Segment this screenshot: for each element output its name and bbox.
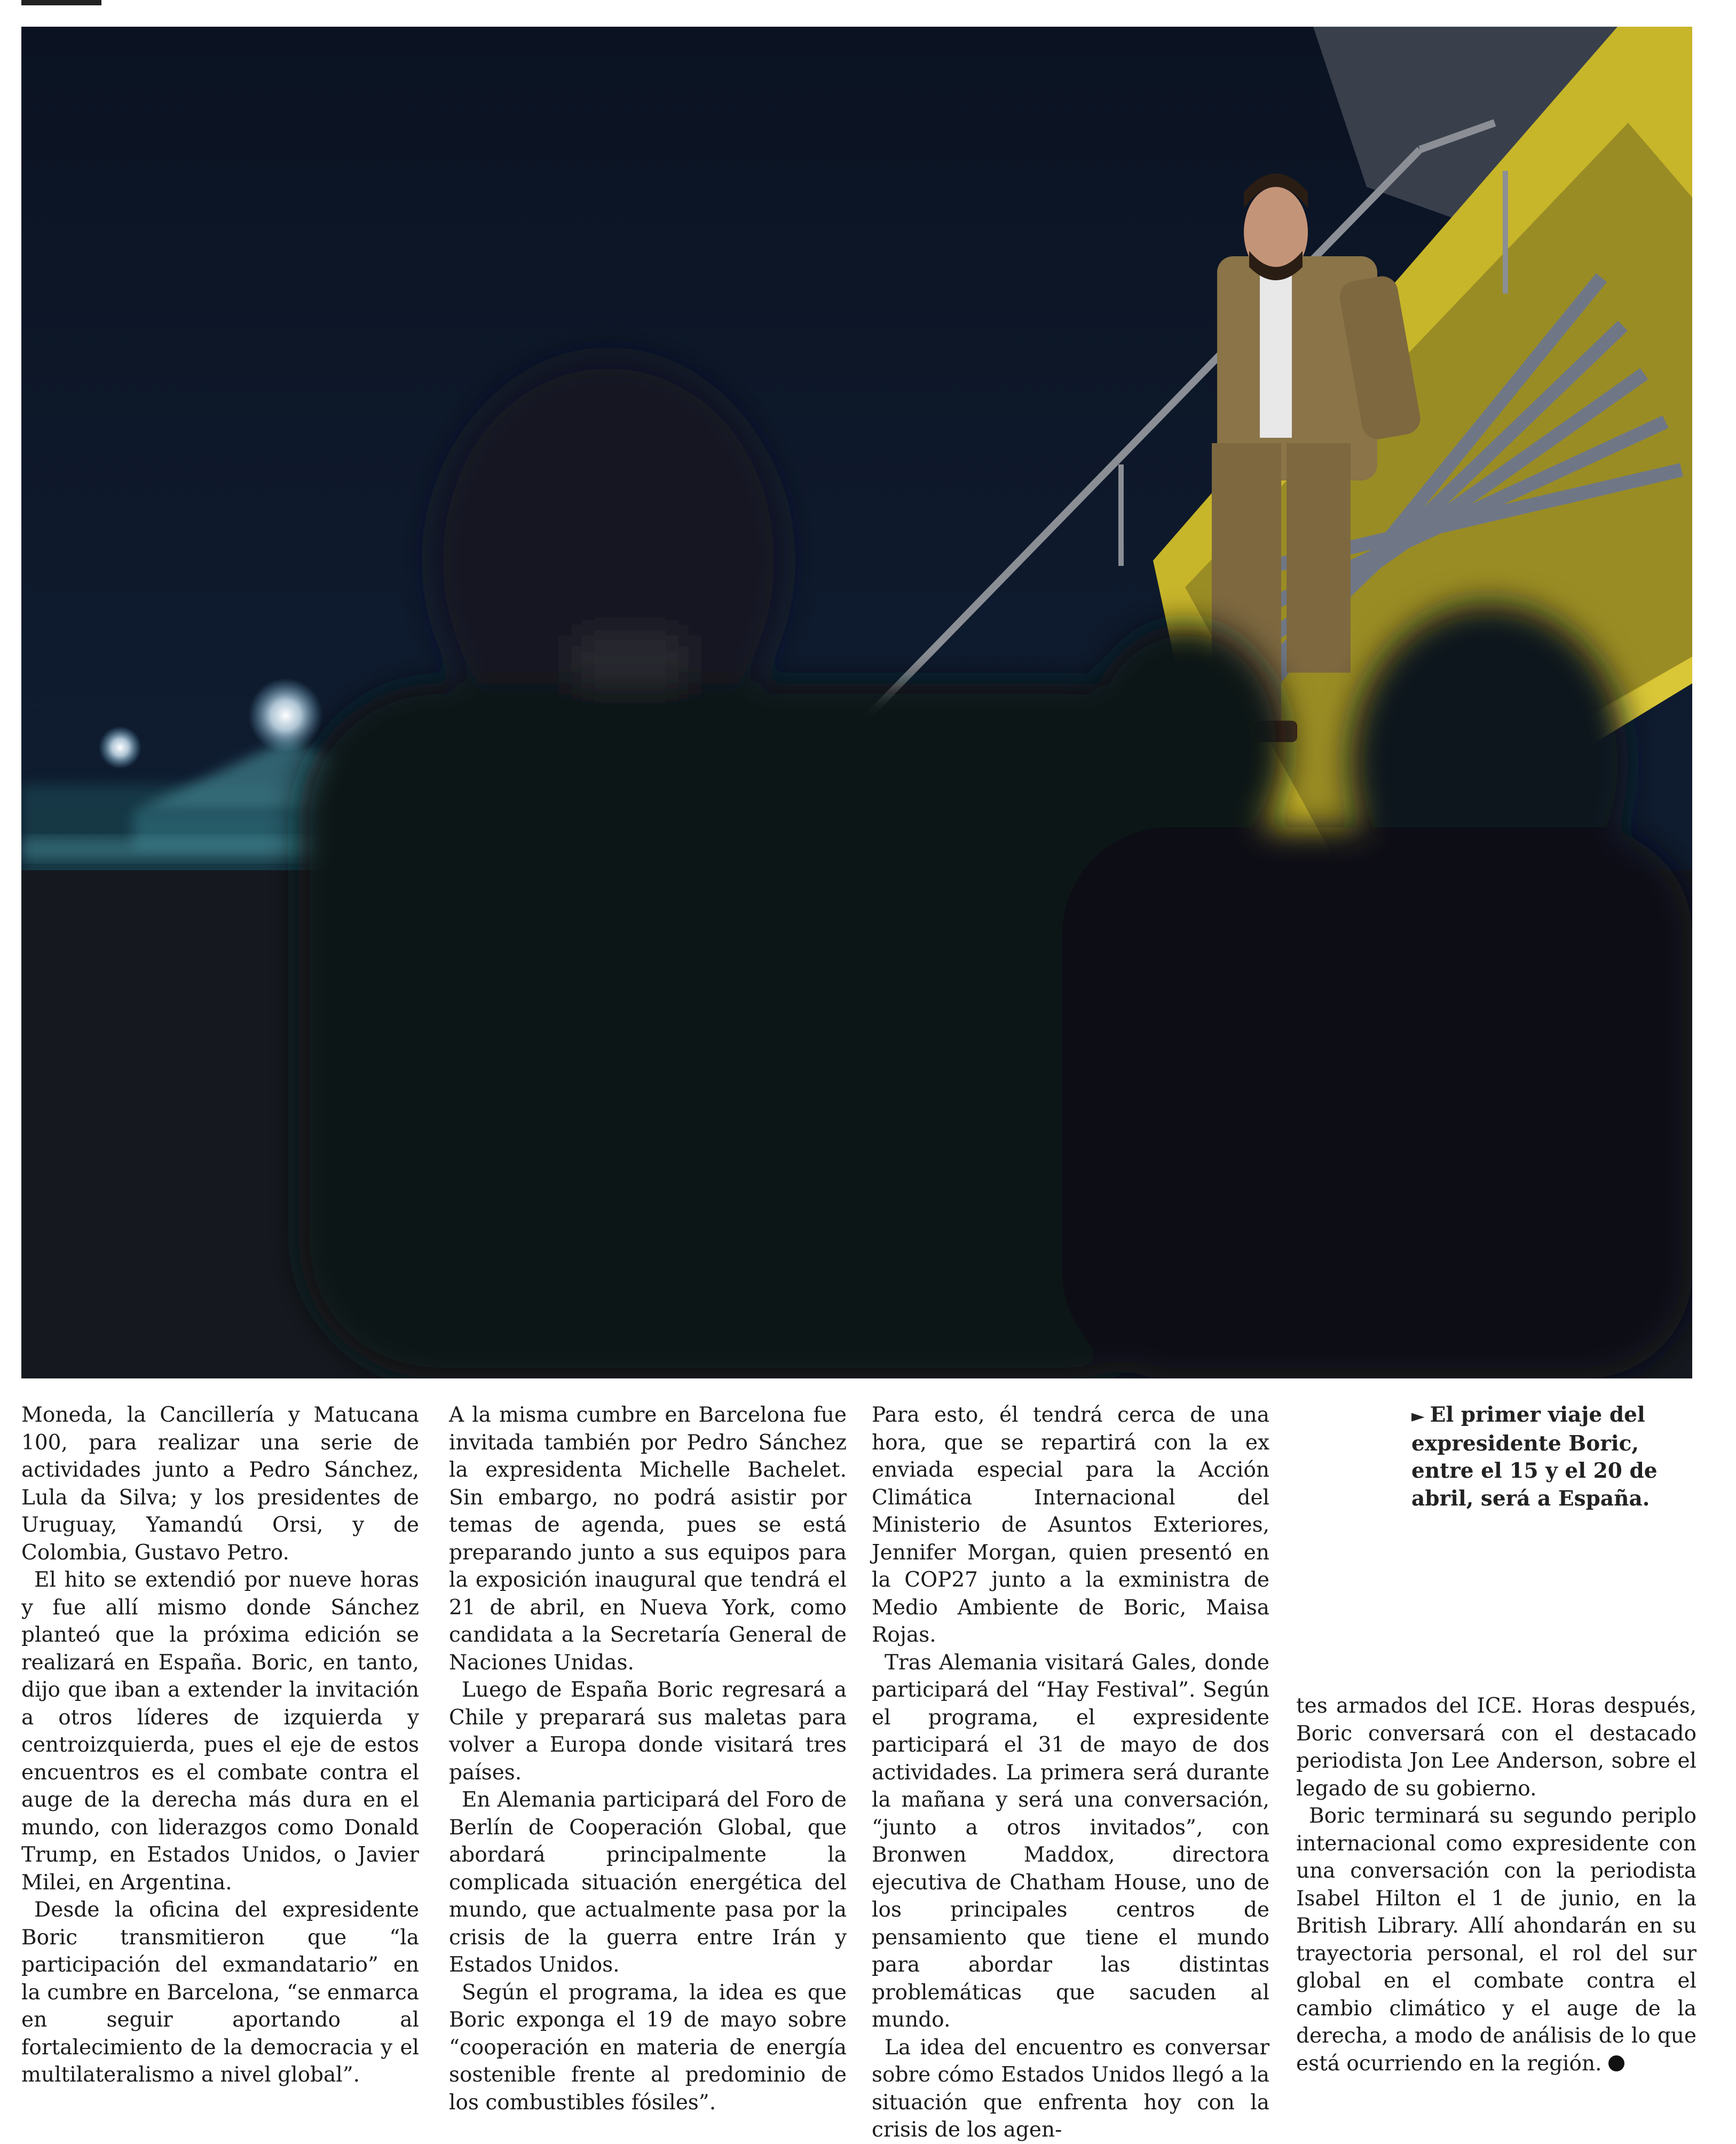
- paragraph: [1296, 1802, 1696, 2077]
- paragraph: Luego de España Boric regresará a Chile y preparará sus maletas para volver a Europa donde visitará tres países.: [449, 1678, 847, 1785]
- paragraph: Para esto, él tendrá cerca de una hora, que se repartirá con la ex enviada especial para la Acción Climática Internacional del Ministerio de Asuntos Exteriores, Jennifer Morgan, quien presentó en la COP27 junto a la exministra de Medio Ambiente de Boric, Maisa Rojas.: [872, 1403, 1269, 1647]
- section-header-fragment: [21, 0, 101, 5]
- article-column-1: [21, 1401, 419, 2089]
- paragraph: En Alemania participará del Foro de Berlín de Cooperación Global, que abordará principalmente la complicada situación energética del mundo, que actualmente pasa por la crisis de la guerra entre Irán y Estados Unidos.: [449, 1788, 847, 1977]
- paragraph: Según el programa, la idea es que Boric exponga el 19 de mayo sobre “cooperación en materia de energía sostenible frente al predominio de los combustibles fósiles”.: [449, 1980, 847, 2115]
- article-column-4: [1296, 1692, 1696, 2077]
- paragraph-text: Boric terminará su segundo periplo internacional como expresidente con una conversación con la periodista Isabel Hilton el 1 de junio, en la British Library. Allí ahondarán en su trayectoria personal, el rol del sur global en el combate contra el cambio climático y el auge de la derecha, a modo de análisis de lo que está ocurriendo en la región.: [1296, 1804, 1696, 2076]
- paragraph: tes armados del ICE. Horas después, Boric conversará con el destacado periodista Jon Lee Anderson, sobre el legado de su gobierno.: [1296, 1694, 1696, 1801]
- paragraph: A la misma cumbre en Barcelona fue invitada también por Pedro Sánchez la expresidenta Michelle Bachelet. Sin embargo, no podrá asistir por temas de agenda, pues se está preparando junto a sus equipos para la exposición inaugural que tendrá el 21 de abril, en Nueva York, como candidata a la Secretaría General de Naciones Unidas.: [449, 1403, 847, 1675]
- end-mark-icon: [1608, 2055, 1624, 2071]
- news-photo: [21, 27, 1692, 1378]
- paragraph: La idea del encuentro es conversar sobre cómo Estados Unidos llegó a la situación que enfrenta hoy con la crisis de los agen-: [872, 2035, 1269, 2142]
- article-column-3: [872, 1401, 1269, 2144]
- photo-caption: [1411, 1401, 1694, 1512]
- caption-arrow-icon: ►: [1411, 1406, 1425, 1426]
- photo-illustration: [21, 27, 1692, 1378]
- paragraph: Desde la oficina del expresidente Boric transmitieron que “la participación del exmandatario” en la cumbre en Barcelona, “se enmarca en seguir aportando al fortalecimiento de la democracia y el multilateralismo a nivel global”.: [21, 1898, 419, 2087]
- paragraph: Moneda, la Cancillería y Matucana 100, para realizar una serie de actividades junto a Pedro Sánchez, Lula da Silva; y los presidentes de Uruguay, Yamandú Orsi, y de Colombia, Gustavo Petro.: [21, 1403, 419, 1565]
- paragraph: Tras Alemania visitará Gales, donde participará del “Hay Festival”. Según el programa, el expresidente participará el 31 de mayo de dos actividades. La primera será durante la mañana y será una conversación, “junto a otros invitados”, con Bronwen Maddox, directora ejecutiva de Chatham House, uno de los principales centros de pensamiento que tiene el mundo para abordar las distintas problemáticas que sacuden al mundo.: [872, 1650, 1269, 2032]
- paragraph: El hito se extendió por nueve horas y fue allí mismo donde Sánchez planteó que la próxima edición se realizará en España. Boric, en tanto, dijo que iban a extender la invitación a otros líderes de izquierda y centroizquierda, pues el eje de estos encuentros es el combate contra el auge de la derecha más dura en el mundo, con liderazgos como Donald Trump, en Estados Unidos, o Javier Milei, en Argentina.: [21, 1568, 419, 1895]
- article-column-2: [449, 1401, 847, 2116]
- caption-text: El primer viaje del expresidente Boric, entre el 15 y el 20 de abril, será a España.: [1411, 1402, 1658, 1511]
